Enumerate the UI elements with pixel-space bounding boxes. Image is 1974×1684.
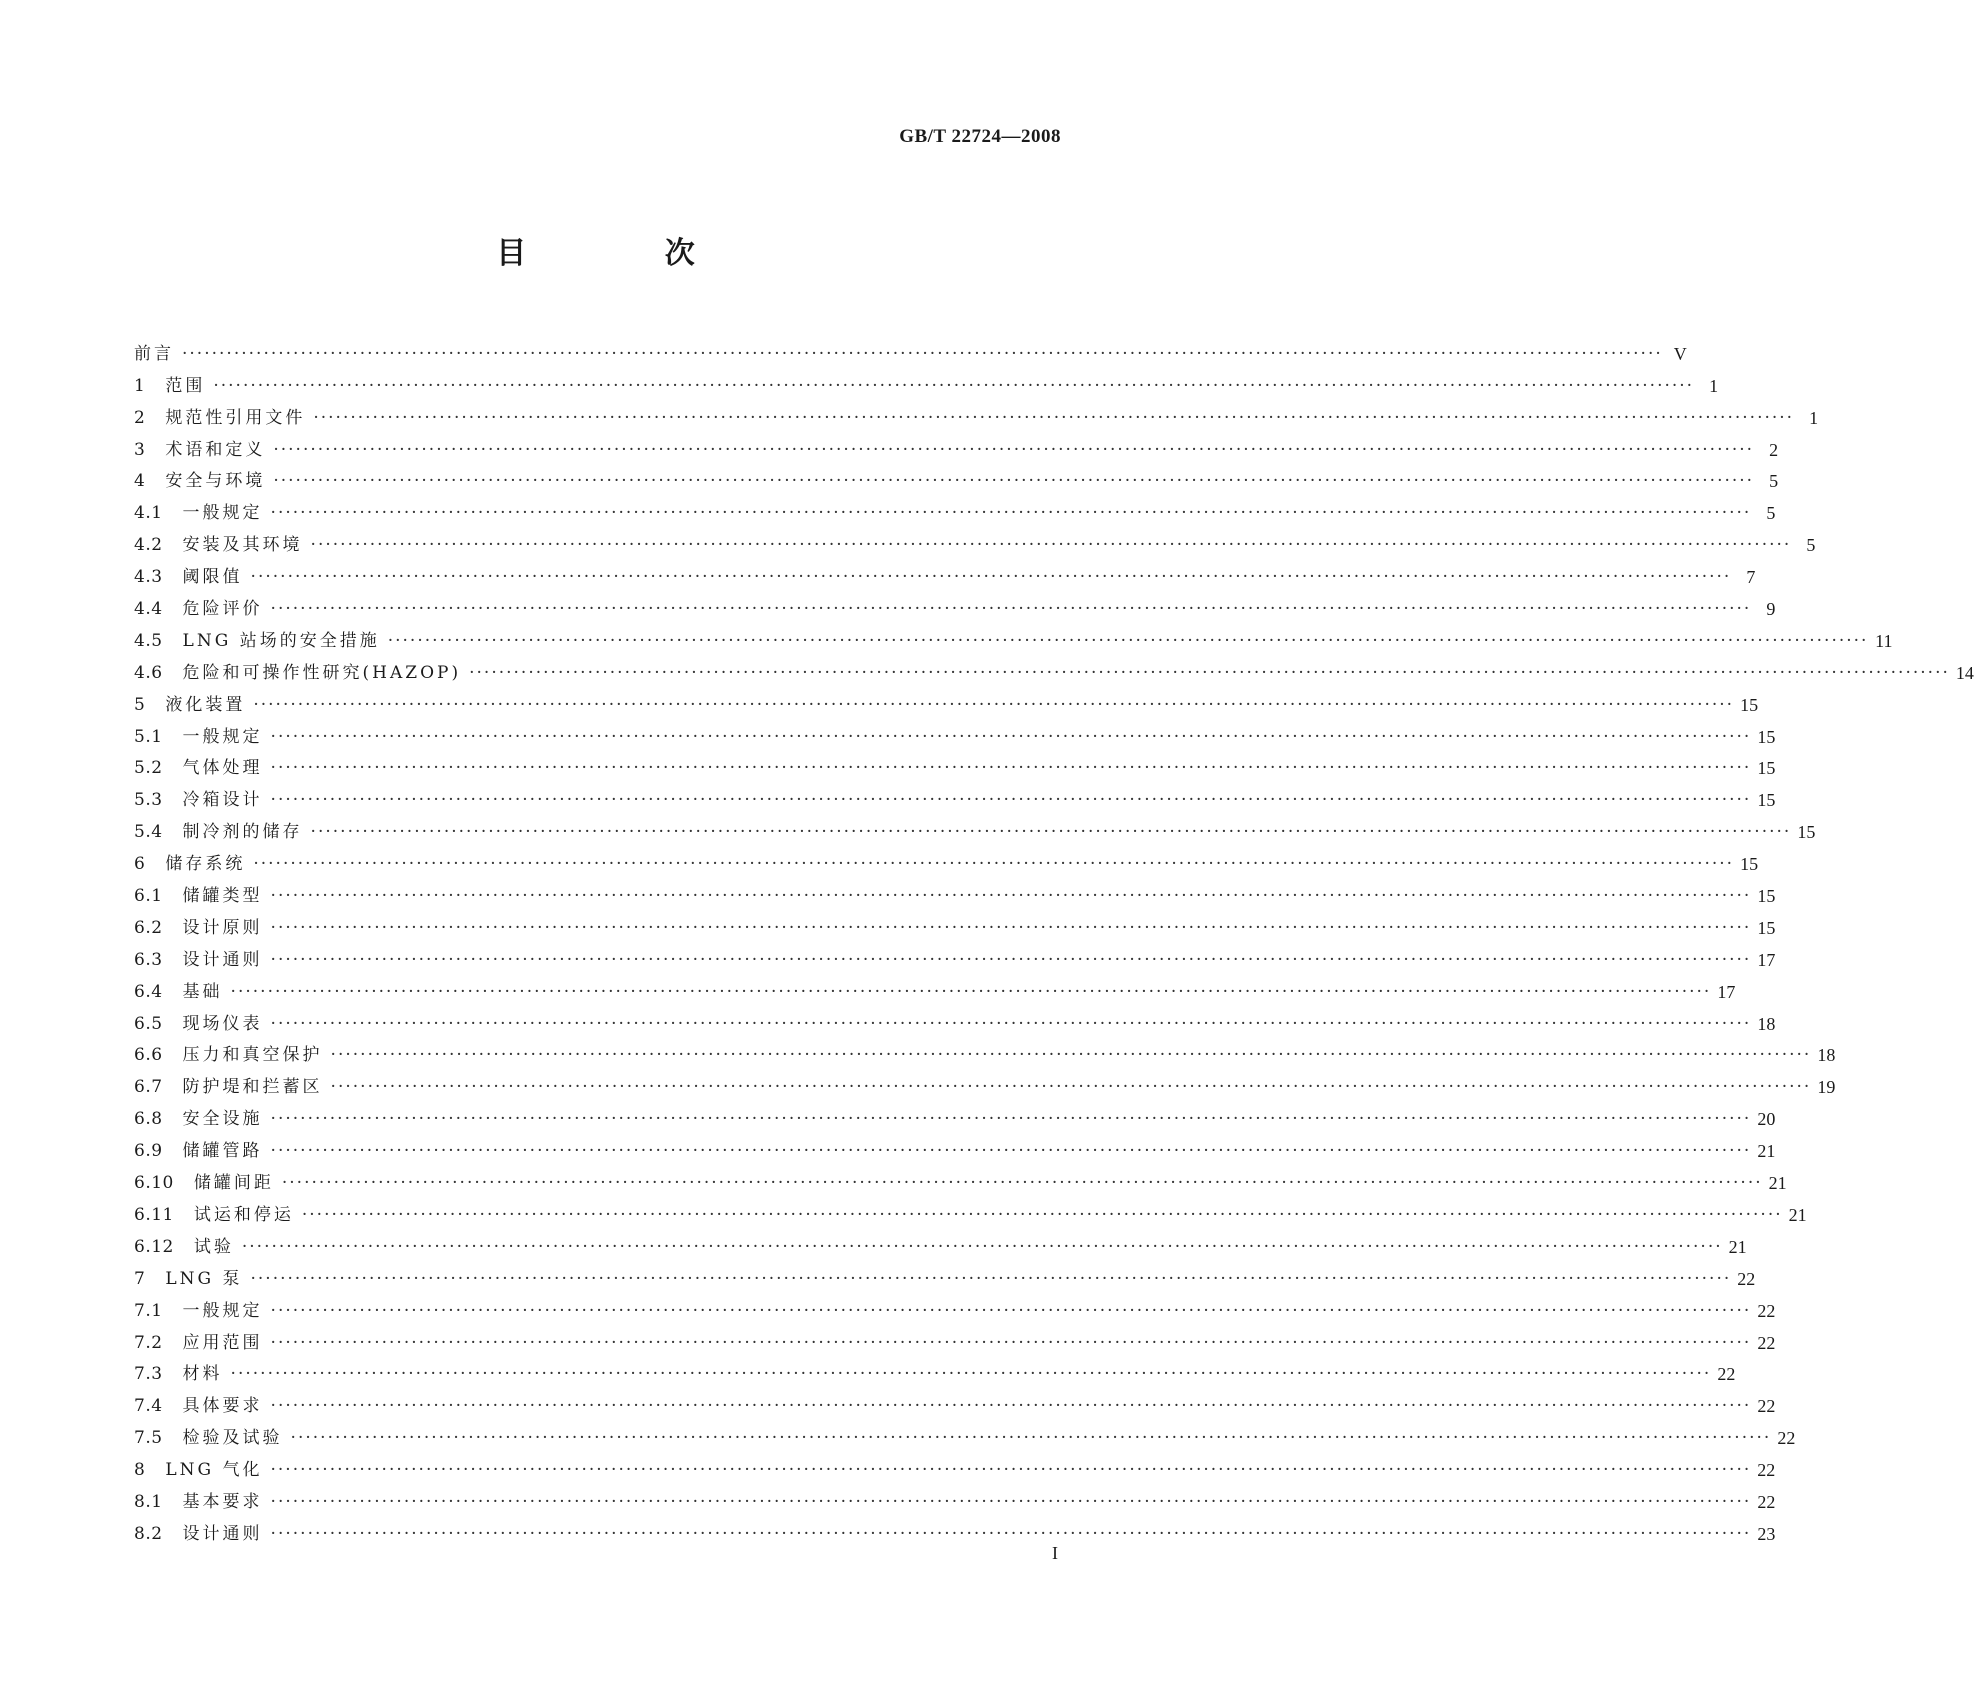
toc-entry-page: 19 xyxy=(1817,1077,1836,1098)
toc-entry-number: 8 xyxy=(134,1460,146,1481)
toc-entry-page: V xyxy=(1673,343,1687,364)
toc-entry-page: 5 xyxy=(1766,503,1776,524)
toc-entry-number: 1 xyxy=(134,375,146,396)
toc-entry-number: 3 xyxy=(134,439,146,460)
toc-entry-title: 规范性引用文件 xyxy=(165,407,306,428)
toc-entry-page: 23 xyxy=(1757,1523,1776,1544)
toc-entry[interactable] xyxy=(134,1321,1776,1353)
toc-entry-page: 11 xyxy=(1875,630,1893,651)
toc-leader-dots: ········································································································································································································ xyxy=(270,758,1752,779)
toc-entry-number: 4 xyxy=(134,471,146,492)
toc-entry-number: 4.1 xyxy=(134,503,163,524)
toc-entry-page: 22 xyxy=(1757,1491,1776,1512)
page-folio: I xyxy=(1052,1543,1058,1563)
toc-entry-number: 5 xyxy=(134,694,146,715)
toc-entry-page: 22 xyxy=(1757,1300,1776,1321)
toc-entry-number: 4.2 xyxy=(134,535,163,556)
toc-entry-number: 5.4 xyxy=(134,822,163,843)
toc-entry-title: 危险和可操作性研究(HAZOP) xyxy=(182,662,462,683)
toc-entry-page: 15 xyxy=(1757,758,1776,779)
toc-entry-number: 6.9 xyxy=(134,1141,163,1162)
toc-entry-title: 安装及其环境 xyxy=(182,535,303,556)
toc-entry-title: LNG 站场的安全措施 xyxy=(182,630,380,651)
toc-entry-number: 7.1 xyxy=(134,1300,163,1321)
toc-entry[interactable] xyxy=(134,1257,1756,1289)
toc-entry[interactable] xyxy=(134,874,1776,907)
toc-entry[interactable] xyxy=(134,651,1974,683)
toc-entry[interactable] xyxy=(134,587,1776,620)
toc-entry-title: 现场仪表 xyxy=(182,1013,263,1034)
toc-entry-title: 范围 xyxy=(165,375,206,396)
standard-number: GB/T 22724—2008 xyxy=(899,126,1061,147)
toc-entry-title: 安全与环境 xyxy=(165,471,266,492)
toc-entry[interactable] xyxy=(134,491,1776,524)
toc-entry-title: 具体要求 xyxy=(182,1396,263,1417)
toc-entry[interactable] xyxy=(134,810,1816,843)
toc-entry-title: 储罐类型 xyxy=(182,886,263,907)
toc-entry-page: 21 xyxy=(1757,1141,1776,1162)
toc-entry[interactable] xyxy=(134,1097,1776,1130)
toc-leader-dots: ········································································································································································································ xyxy=(270,503,1752,524)
toc-entry[interactable] xyxy=(134,683,1759,715)
toc-entry-page: 14 xyxy=(1955,662,1974,683)
toc-entry-page: 20 xyxy=(1757,1109,1776,1130)
toc-entry-page: 15 xyxy=(1740,854,1759,875)
toc-entry[interactable] xyxy=(134,1034,1836,1066)
toc-leader-dots: ········································································································································································································ xyxy=(270,790,1752,811)
toc-entry-number: 8.2 xyxy=(134,1523,163,1544)
toc-entry-title: 储罐管路 xyxy=(182,1141,263,1162)
toc-entry-title: 压力和真空保护 xyxy=(182,1045,323,1066)
toc-entry-number: 5.3 xyxy=(134,790,163,811)
toc-entry-number: 6.1 xyxy=(134,886,163,907)
toc-entry-number: 6.4 xyxy=(134,981,163,1002)
toc-entry-number: 7.5 xyxy=(134,1428,163,1449)
toc-entry-number: 6.8 xyxy=(134,1109,163,1130)
toc-leader-dots: ········································································································································································································ xyxy=(270,949,1752,970)
table-of-contents xyxy=(134,332,1974,1544)
toc-entry-number: 4.4 xyxy=(134,599,163,620)
toc-entry[interactable] xyxy=(134,1480,1776,1512)
toc-entry-page: 15 xyxy=(1740,694,1759,715)
toc-entry-title: 冷箱设计 xyxy=(182,790,263,811)
toc-entry[interactable] xyxy=(134,1416,1796,1449)
toc-entry[interactable] xyxy=(134,1161,1787,1194)
toc-entry[interactable] xyxy=(134,555,1756,588)
toc-entry[interactable] xyxy=(134,460,1779,492)
toc-entry[interactable] xyxy=(134,1512,1776,1544)
toc-leader-dots: ········································································································································································································ xyxy=(469,662,1950,683)
toc-entry-number: 7.3 xyxy=(134,1364,163,1385)
toc-entry-title: 储存系统 xyxy=(165,854,246,875)
toc-leader-dots: ········································································································································································································ xyxy=(182,343,1663,364)
toc-entry-number: 5.2 xyxy=(134,758,163,779)
toc-leader-dots: ········································································································································································································ xyxy=(270,1141,1752,1162)
toc-entry-title: 应用范围 xyxy=(182,1332,263,1353)
toc-entry[interactable] xyxy=(134,938,1776,970)
toc-leader-dots: ········································································································································································································ xyxy=(310,822,1792,843)
toc-entry[interactable] xyxy=(134,1384,1776,1417)
toc-entry-number: 4.6 xyxy=(134,662,163,683)
toc-leader-dots: ········································································································································································································ xyxy=(270,1491,1752,1512)
toc-entry-title: 阈限值 xyxy=(182,567,243,588)
toc-entry-page: 1 xyxy=(1809,407,1819,428)
toc-entry-number: 6 xyxy=(134,854,146,875)
toc-entry[interactable] xyxy=(134,396,1819,428)
toc-entry-title: 一般规定 xyxy=(182,503,263,524)
toc-leader-dots: ········································································································································································································ xyxy=(270,1332,1752,1353)
toc-entry-page: 9 xyxy=(1766,599,1776,620)
toc-entry[interactable] xyxy=(134,1353,1736,1385)
toc-entry-title: 一般规定 xyxy=(182,726,263,747)
toc-leader-dots: ········································································································································································································ xyxy=(270,886,1752,907)
toc-leader-dots: ········································································································································································································ xyxy=(253,854,1735,875)
toc-entry-number: 8.1 xyxy=(134,1491,163,1512)
toc-entry-title: 基础 xyxy=(182,981,223,1002)
toc-entry-title: 危险评价 xyxy=(182,599,263,620)
toc-entry-page: 15 xyxy=(1757,726,1776,747)
toc-leader-dots: ········································································································································································································ xyxy=(270,1460,1752,1481)
toc-entry-page: 5 xyxy=(1769,471,1779,492)
toc-entry-number: 6.5 xyxy=(134,1013,163,1034)
toc-entry-page: 5 xyxy=(1806,535,1816,556)
toc-leader-dots: ········································································································································································································ xyxy=(250,567,1732,588)
toc-entry[interactable] xyxy=(134,332,1687,364)
toc-entry[interactable] xyxy=(134,778,1776,811)
toc-entry-title: 材料 xyxy=(182,1364,223,1385)
toc-leader-dots: ········································································································································································································ xyxy=(330,1045,1812,1066)
toc-entry-page: 21 xyxy=(1728,1236,1747,1257)
toc-entry-title: 术语和定义 xyxy=(165,439,266,460)
toc-entry-page: 22 xyxy=(1757,1460,1776,1481)
toc-entry-page: 1 xyxy=(1709,375,1719,396)
toc-entry-number: 7.2 xyxy=(134,1332,163,1353)
toc-entry[interactable] xyxy=(134,906,1776,938)
toc-entry-title: 试验 xyxy=(193,1236,234,1257)
toc-entry-number: 7 xyxy=(134,1268,146,1289)
toc-leader-dots: ········································································································································································································ xyxy=(230,1364,1712,1385)
toc-entry-page: 15 xyxy=(1797,822,1816,843)
toc-entry-page: 21 xyxy=(1788,1204,1807,1225)
toc-entry-page: 21 xyxy=(1768,1173,1787,1194)
toc-leader-dots: ········································································································································································································ xyxy=(270,1396,1752,1417)
toc-entry[interactable] xyxy=(134,1129,1776,1162)
toc-leader-dots: ········································································································································································································ xyxy=(281,1173,1763,1194)
toc-entry-title: 基本要求 xyxy=(182,1491,263,1512)
toc-entry[interactable] xyxy=(134,364,1719,396)
toc-entry-number: 6.11 xyxy=(134,1204,174,1225)
toc-entry-number: 7.4 xyxy=(134,1396,163,1417)
toc-entry[interactable] xyxy=(134,1065,1836,1098)
toc-entry-title: 设计通则 xyxy=(182,949,263,970)
toc-entry[interactable] xyxy=(134,747,1776,779)
toc-entry-title: 检验及试验 xyxy=(182,1428,283,1449)
toc-entry-page: 7 xyxy=(1746,567,1756,588)
toc-entry-title: 前言 xyxy=(134,343,174,364)
toc-entry-number: 2 xyxy=(134,407,146,428)
toc-leader-dots: ········································································································································································································ xyxy=(241,1236,1723,1257)
toc-entry-title: 设计通则 xyxy=(182,1523,263,1544)
toc-entry-page: 18 xyxy=(1817,1045,1836,1066)
toc-entry-title: LNG 泵 xyxy=(165,1268,243,1289)
toc-leader-dots: ········································································································································································································ xyxy=(273,439,1755,460)
toc-entry[interactable] xyxy=(134,970,1736,1002)
toc-leader-dots: ········································································································································································································ xyxy=(270,1109,1752,1130)
toc-entry-title: 试运和停运 xyxy=(193,1204,294,1225)
toc-entry-title: LNG 气化 xyxy=(165,1460,263,1481)
toc-entry-number: 6.7 xyxy=(134,1077,163,1098)
toc-entry-title: 设计原则 xyxy=(182,917,263,938)
toc-entry-number: 5.1 xyxy=(134,726,163,747)
toc-entry-number: 4.5 xyxy=(134,630,163,651)
toc-entry[interactable] xyxy=(134,1448,1776,1481)
toc-entry-title: 储罐间距 xyxy=(193,1173,274,1194)
toc-entry-number: 4.3 xyxy=(134,567,163,588)
toc-entry-number: 6.10 xyxy=(134,1173,174,1194)
toc-leader-dots: ········································································································································································································ xyxy=(387,630,1869,651)
toc-entry[interactable] xyxy=(134,1002,1776,1034)
toc-leader-dots: ········································································································································································································ xyxy=(213,375,1695,396)
toc-entry-page: 2 xyxy=(1769,439,1779,460)
toc-entry-page: 15 xyxy=(1757,886,1776,907)
toc-entry-page: 22 xyxy=(1777,1428,1796,1449)
toc-entry[interactable] xyxy=(134,523,1816,556)
toc-entry[interactable] xyxy=(134,428,1779,460)
toc-entry-page: 22 xyxy=(1757,1332,1776,1353)
toc-leader-dots: ········································································································································································································ xyxy=(270,917,1752,938)
toc-leader-dots: ········································································································································································································ xyxy=(270,599,1752,620)
toc-entry[interactable] xyxy=(134,619,1893,651)
toc-entry[interactable] xyxy=(134,1225,1747,1257)
toc-entry-title: 防护堤和拦蓄区 xyxy=(182,1077,323,1098)
toc-leader-dots: ········································································································································································································ xyxy=(290,1428,1772,1449)
toc-entry-number: 6.3 xyxy=(134,949,163,970)
toc-entry-title: 制冷剂的储存 xyxy=(182,822,303,843)
toc-entry-page: 15 xyxy=(1757,917,1776,938)
toc-leader-dots: ········································································································································································································ xyxy=(250,1268,1732,1289)
toc-entry-page: 15 xyxy=(1757,790,1776,811)
toc-entry-title: 气体处理 xyxy=(182,758,263,779)
toc-leader-dots: ········································································································································································································ xyxy=(313,407,1795,428)
toc-entry-page: 22 xyxy=(1757,1396,1776,1417)
toc-leader-dots: ········································································································································································································ xyxy=(230,981,1712,1002)
page-title: 目 次 xyxy=(496,236,759,271)
toc-entry[interactable] xyxy=(134,842,1759,875)
toc-entry-page: 22 xyxy=(1717,1364,1736,1385)
toc-leader-dots: ········································································································································································································ xyxy=(270,1300,1752,1321)
toc-entry[interactable] xyxy=(134,1289,1776,1321)
toc-entry-title: 液化装置 xyxy=(165,694,246,715)
toc-leader-dots: ········································································································································································································ xyxy=(310,535,1792,556)
toc-entry-page: 22 xyxy=(1737,1268,1756,1289)
toc-leader-dots: ········································································································································································································ xyxy=(253,694,1735,715)
toc-leader-dots: ········································································································································································································ xyxy=(330,1077,1812,1098)
toc-leader-dots: ········································································································································································································ xyxy=(301,1204,1783,1225)
toc-leader-dots: ········································································································································································································ xyxy=(270,1013,1752,1034)
toc-leader-dots: ········································································································································································································ xyxy=(270,726,1752,747)
toc-entry-page: 17 xyxy=(1717,981,1736,1002)
toc-entry-title: 安全设施 xyxy=(182,1109,263,1130)
toc-leader-dots: ········································································································································································································ xyxy=(270,1523,1752,1544)
toc-leader-dots: ········································································································································································································ xyxy=(273,471,1755,492)
toc-entry-number: 6.2 xyxy=(134,917,163,938)
toc-entry-number: 6.12 xyxy=(134,1236,174,1257)
toc-entry-page: 17 xyxy=(1757,949,1776,970)
toc-entry[interactable] xyxy=(134,1193,1807,1225)
toc-entry-number: 6.6 xyxy=(134,1045,163,1066)
toc-entry-page: 18 xyxy=(1757,1013,1776,1034)
toc-entry[interactable] xyxy=(134,715,1776,747)
toc-entry-title: 一般规定 xyxy=(182,1300,263,1321)
